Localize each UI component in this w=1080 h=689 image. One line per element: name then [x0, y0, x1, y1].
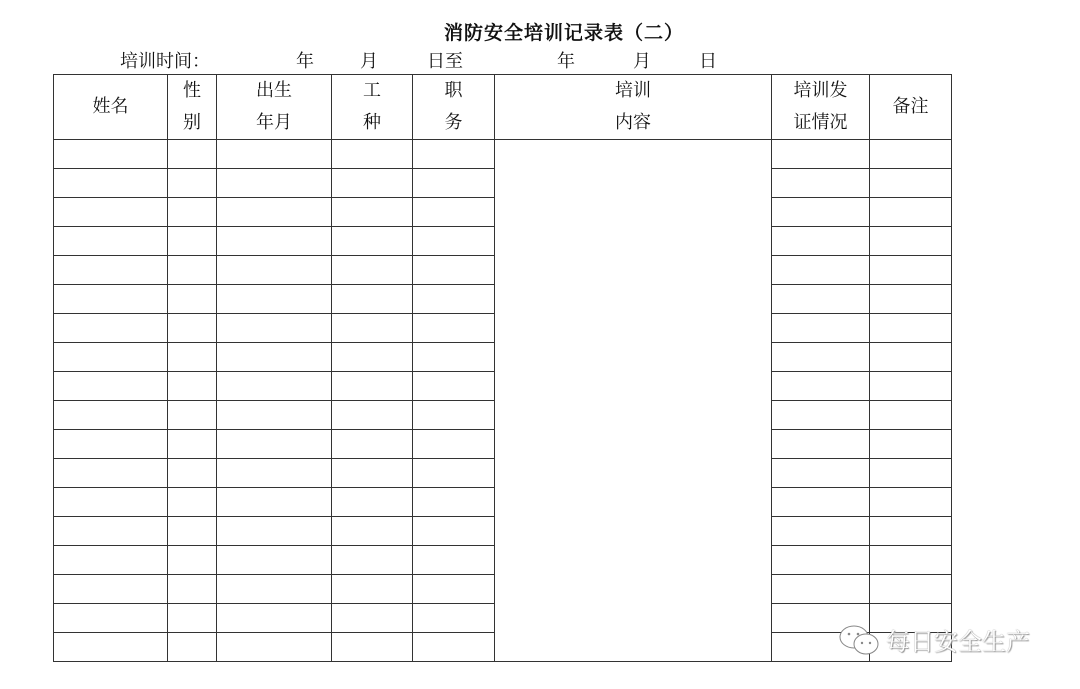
- cell-position[interactable]: [413, 285, 495, 314]
- cell-birth[interactable]: [217, 604, 332, 633]
- cell-remarks[interactable]: [870, 343, 952, 372]
- cell-gender[interactable]: [168, 604, 217, 633]
- cell-position[interactable]: [413, 140, 495, 169]
- cell-gender[interactable]: [168, 459, 217, 488]
- cell-job-type[interactable]: [332, 633, 413, 662]
- cell-remarks[interactable]: [870, 459, 952, 488]
- cell-remarks[interactable]: [870, 198, 952, 227]
- cell-name[interactable]: [54, 546, 168, 575]
- cell-gender[interactable]: [168, 488, 217, 517]
- cell-birth[interactable]: [217, 633, 332, 662]
- header-gender: 性 别: [168, 75, 217, 140]
- cell-remarks[interactable]: [870, 256, 952, 285]
- cell-remarks[interactable]: [870, 314, 952, 343]
- cell-birth[interactable]: [217, 401, 332, 430]
- cell-gender[interactable]: [168, 372, 217, 401]
- cell-certificate[interactable]: [772, 227, 870, 256]
- cell-remarks[interactable]: [870, 401, 952, 430]
- cell-birth[interactable]: [217, 198, 332, 227]
- cell-name[interactable]: [54, 198, 168, 227]
- cell-birth[interactable]: [217, 430, 332, 459]
- cell-gender[interactable]: [168, 546, 217, 575]
- date-day-to: 日至: [427, 51, 463, 72]
- cell-birth[interactable]: [217, 372, 332, 401]
- cell-remarks[interactable]: [870, 227, 952, 256]
- cell-birth[interactable]: [217, 314, 332, 343]
- cell-name[interactable]: [54, 401, 168, 430]
- cell-gender[interactable]: [168, 169, 217, 198]
- cell-remarks[interactable]: [870, 488, 952, 517]
- table-row: [54, 140, 952, 169]
- cell-name[interactable]: [54, 285, 168, 314]
- cell-position[interactable]: [413, 372, 495, 401]
- cell-job-type[interactable]: [332, 256, 413, 285]
- cell-position[interactable]: [413, 401, 495, 430]
- cell-job-type[interactable]: [332, 575, 413, 604]
- watermark-text: 每日安全生产: [886, 628, 1030, 656]
- cell-gender[interactable]: [168, 256, 217, 285]
- cell-name[interactable]: [54, 517, 168, 546]
- cell-name[interactable]: [54, 488, 168, 517]
- cell-gender[interactable]: [168, 343, 217, 372]
- cell-job-type[interactable]: [332, 198, 413, 227]
- cell-name[interactable]: [54, 604, 168, 633]
- cell-position[interactable]: [413, 546, 495, 575]
- cell-job-type[interactable]: [332, 343, 413, 372]
- cell-gender[interactable]: [168, 140, 217, 169]
- cell-position[interactable]: [413, 488, 495, 517]
- cell-remarks[interactable]: [870, 517, 952, 546]
- date-day-2: 日: [699, 51, 717, 72]
- cell-job-type[interactable]: [332, 488, 413, 517]
- cell-name[interactable]: [54, 575, 168, 604]
- cell-remarks[interactable]: [870, 546, 952, 575]
- cell-job-type[interactable]: [332, 517, 413, 546]
- cell-name[interactable]: [54, 459, 168, 488]
- cell-certificate[interactable]: [772, 314, 870, 343]
- date-label: 培训时间：: [120, 51, 210, 72]
- cell-name[interactable]: [54, 314, 168, 343]
- cell-certificate[interactable]: [772, 343, 870, 372]
- cell-birth[interactable]: [217, 256, 332, 285]
- header-position: 职 务: [413, 75, 495, 140]
- cell-certificate[interactable]: [772, 459, 870, 488]
- cell-job-type[interactable]: [332, 604, 413, 633]
- training-record-table: [53, 74, 952, 662]
- cell-birth[interactable]: [217, 227, 332, 256]
- header-birth: 出生 年月: [217, 75, 332, 140]
- cell-remarks[interactable]: [870, 575, 952, 604]
- cell-job-type[interactable]: [332, 285, 413, 314]
- cell-job-type[interactable]: [332, 401, 413, 430]
- date-year-2: 年: [557, 51, 575, 72]
- cell-position[interactable]: [413, 256, 495, 285]
- cell-position[interactable]: [413, 227, 495, 256]
- cell-position[interactable]: [413, 575, 495, 604]
- header-content: 培训 内容: [495, 75, 772, 140]
- cell-certificate[interactable]: [772, 430, 870, 459]
- cell-certificate[interactable]: [772, 372, 870, 401]
- header-job-type: 工 种: [332, 75, 413, 140]
- header-row: [54, 75, 952, 140]
- cell-job-type[interactable]: [332, 430, 413, 459]
- cell-position[interactable]: [413, 198, 495, 227]
- cell-birth[interactable]: [217, 140, 332, 169]
- cell-certificate[interactable]: [772, 285, 870, 314]
- cell-gender[interactable]: [168, 575, 217, 604]
- cell-job-type[interactable]: [332, 140, 413, 169]
- cell-name[interactable]: [54, 430, 168, 459]
- cell-certificate[interactable]: [772, 401, 870, 430]
- date-month-1: 月: [360, 51, 378, 72]
- cell-certificate[interactable]: [772, 546, 870, 575]
- cell-birth[interactable]: [217, 546, 332, 575]
- cell-birth[interactable]: [217, 169, 332, 198]
- cell-gender[interactable]: [168, 227, 217, 256]
- wechat-icon: [838, 623, 882, 657]
- cell-job-type[interactable]: [332, 227, 413, 256]
- cell-gender[interactable]: [168, 198, 217, 227]
- cell-birth[interactable]: [217, 488, 332, 517]
- cell-name[interactable]: [54, 140, 168, 169]
- cell-gender[interactable]: [168, 314, 217, 343]
- cell-position[interactable]: [413, 430, 495, 459]
- cell-birth[interactable]: [217, 517, 332, 546]
- cell-name[interactable]: [54, 256, 168, 285]
- header-certificate: 培训发 证情况: [772, 75, 870, 140]
- watermark: [838, 622, 1030, 657]
- date-month-2: 月: [633, 51, 651, 72]
- cell-remarks[interactable]: [870, 285, 952, 314]
- cell-gender[interactable]: [168, 633, 217, 662]
- cell-certificate[interactable]: [772, 169, 870, 198]
- cell-position[interactable]: [413, 169, 495, 198]
- cell-gender[interactable]: [168, 430, 217, 459]
- cell-content[interactable]: [495, 140, 772, 662]
- cell-remarks[interactable]: [870, 372, 952, 401]
- cell-birth[interactable]: [217, 285, 332, 314]
- cell-remarks[interactable]: [870, 140, 952, 169]
- cell-job-type[interactable]: [332, 459, 413, 488]
- cell-certificate[interactable]: [772, 517, 870, 546]
- cell-gender[interactable]: [168, 401, 217, 430]
- page-title: 消防安全培训记录表（二）: [444, 22, 685, 44]
- cell-certificate[interactable]: [772, 140, 870, 169]
- cell-job-type[interactable]: [332, 314, 413, 343]
- cell-certificate[interactable]: [772, 488, 870, 517]
- date-year-1: 年: [296, 51, 314, 72]
- cell-name[interactable]: [54, 372, 168, 401]
- cell-position[interactable]: [413, 517, 495, 546]
- cell-position[interactable]: [413, 343, 495, 372]
- cell-birth[interactable]: [217, 575, 332, 604]
- cell-position[interactable]: [413, 633, 495, 662]
- cell-gender[interactable]: [168, 285, 217, 314]
- cell-certificate[interactable]: [772, 198, 870, 227]
- cell-position[interactable]: [413, 459, 495, 488]
- cell-certificate[interactable]: [772, 256, 870, 285]
- cell-name[interactable]: [54, 343, 168, 372]
- cell-remarks[interactable]: [870, 169, 952, 198]
- cell-job-type[interactable]: [332, 546, 413, 575]
- cell-job-type[interactable]: [332, 372, 413, 401]
- cell-birth[interactable]: [217, 343, 332, 372]
- cell-name[interactable]: [54, 227, 168, 256]
- cell-position[interactable]: [413, 604, 495, 633]
- header-remarks: 备注: [870, 75, 952, 140]
- cell-name[interactable]: [54, 633, 168, 662]
- header-name: 姓名: [54, 75, 168, 140]
- cell-name[interactable]: [54, 169, 168, 198]
- cell-remarks[interactable]: [870, 430, 952, 459]
- cell-job-type[interactable]: [332, 169, 413, 198]
- cell-birth[interactable]: [217, 459, 332, 488]
- cell-gender[interactable]: [168, 517, 217, 546]
- cell-certificate[interactable]: [772, 575, 870, 604]
- cell-position[interactable]: [413, 314, 495, 343]
